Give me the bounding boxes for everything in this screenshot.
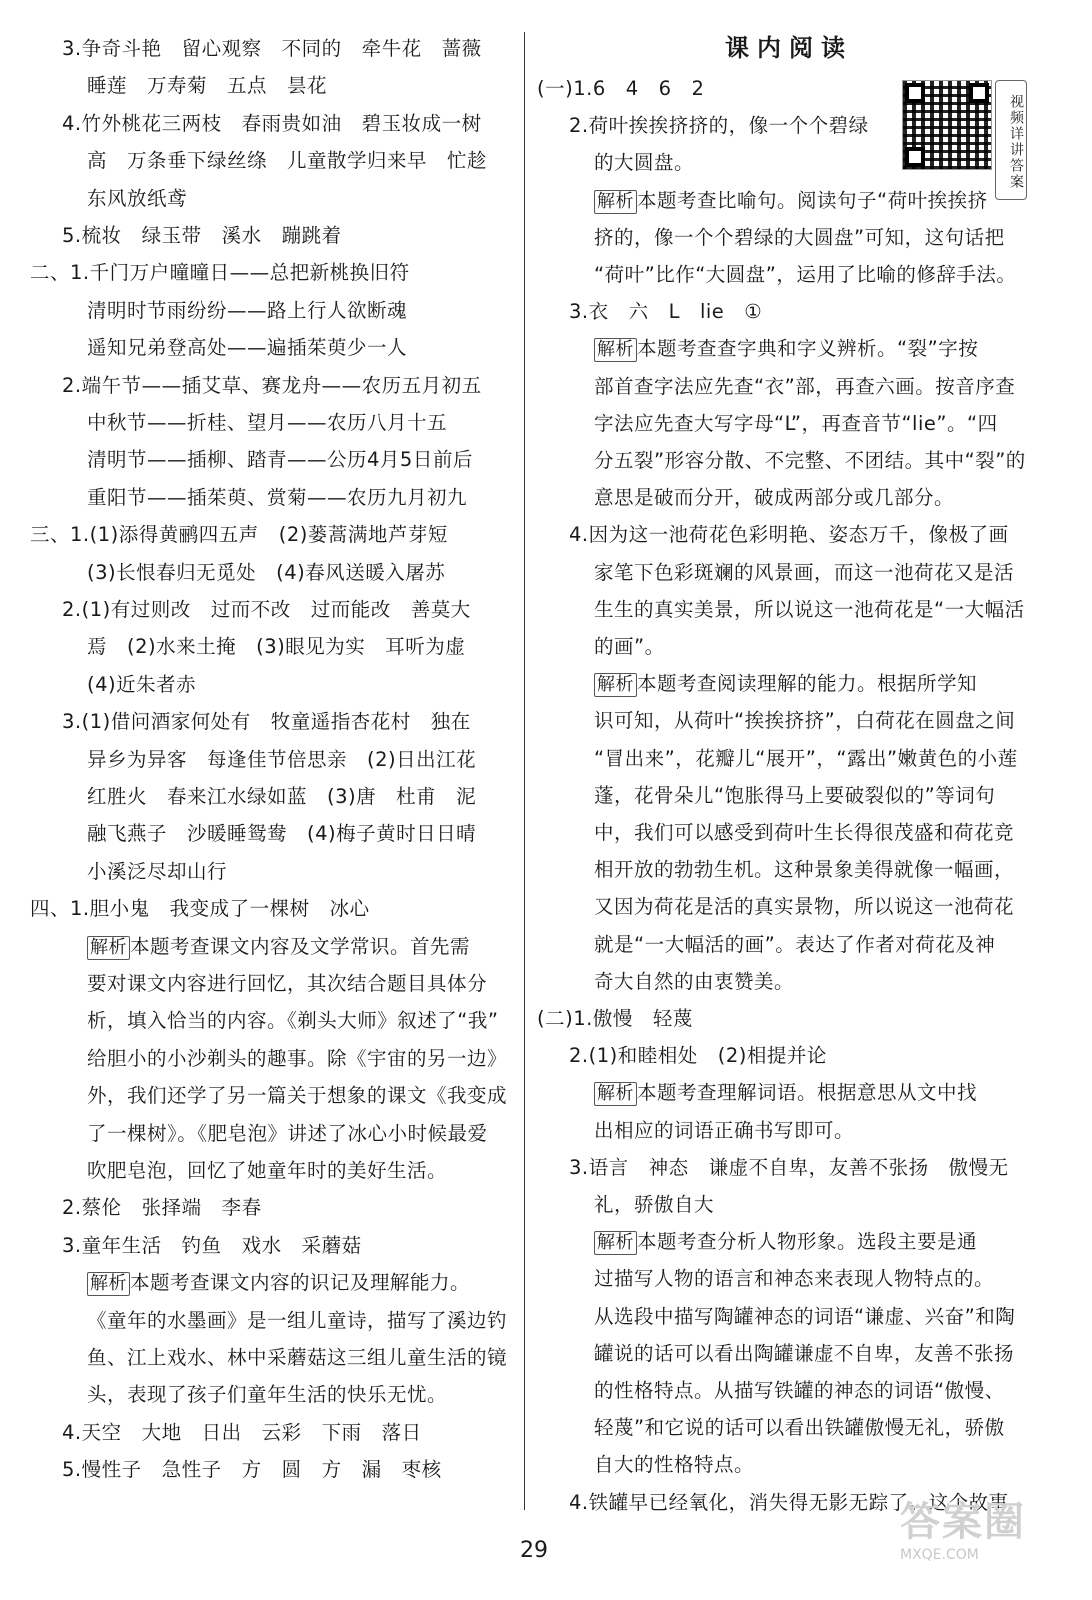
watermark-logo: 答案圈: [900, 1499, 1026, 1545]
text-line: [537, 1006, 693, 1032]
line-text: 字法应先查大写字母“L”，再查音节“lie”。“四: [594, 411, 998, 435]
text-line: [87, 485, 467, 511]
text-line: [62, 1195, 262, 1221]
qr-finder: [905, 147, 925, 167]
text-line: [569, 1043, 827, 1069]
line-text: 相开放的勃勃生机。这种景象美得就像一幅画，: [594, 858, 1015, 882]
text-line: [594, 708, 1015, 734]
line-text: 本题考查查字典和字义辨析。“裂”字按: [637, 337, 979, 361]
line-text: 二、1.千门万户曈曈日——总把新桃换旧符: [30, 261, 410, 285]
line-text: 又因为荷花是活的真实景物，所以说这一池荷花: [594, 895, 1015, 919]
text-line: [87, 1121, 488, 1147]
line-text: 蓬，花骨朵儿“饱胀得马上要破裂似的”等词句: [594, 783, 996, 807]
text-line: [594, 1118, 854, 1144]
line-text: 《童年的水墨画》是一组儿童诗，描写了溪边钓: [87, 1308, 508, 1332]
line-text: 四、1.胆小鬼 我变成了一棵树 冰心: [30, 897, 370, 921]
line-text: 要对课文内容进行回忆，其次结合题目具体分: [87, 972, 488, 995]
line-text: 了一棵树》。《肥皂泡》讲述了冰心小时候最爱: [87, 1121, 488, 1145]
text-line: [87, 1083, 507, 1109]
text-line: [62, 1457, 442, 1483]
text-line: [87, 73, 327, 99]
text-line: [594, 969, 794, 995]
line-text: 异乡为异客 每逢佳节倍思亲 (2)日出江花: [87, 747, 477, 771]
line-text: 识可知，从荷叶“挨挨挤挤”，白荷花在圆盘之间: [594, 709, 1016, 733]
text-line: [87, 1382, 447, 1408]
analysis-tag: 解析: [594, 190, 637, 214]
text-line: [87, 634, 465, 660]
text-line: [30, 260, 410, 286]
line-text: 分五裂”形容分散、不完整、不团结。其中“裂”的: [594, 449, 1026, 472]
text-line: [87, 1270, 470, 1296]
text-line: [87, 560, 445, 586]
text-line: [594, 336, 978, 362]
text-line: [569, 1155, 1009, 1181]
line-text: 的画”。: [594, 635, 665, 658]
analysis-tag: 解析: [594, 1231, 637, 1255]
line-text: 自大的性格特点。: [594, 1453, 755, 1477]
text-line: [594, 1304, 1015, 1330]
line-text: 鱼、江上戏水、林中采蘑菇这三组儿童生活的镜: [87, 1346, 508, 1369]
line-text: 2.蔡伦 张择端 李春: [62, 1196, 262, 1220]
text-line: [62, 709, 471, 735]
text-line: [594, 1266, 994, 1292]
line-text: 本题考查理解词语。根据意思从文中找: [637, 1081, 978, 1105]
text-line: [62, 597, 471, 623]
text-line: [87, 447, 473, 473]
text-line: [569, 299, 762, 325]
text-line: [87, 148, 487, 174]
line-text: (4)近朱者赤: [87, 672, 197, 696]
line-text: 高 万条垂下绿丝绦 儿童散学归来早 忙趁: [87, 149, 488, 173]
line-text: 睡莲 万寿菊 五点 昙花: [87, 74, 328, 98]
line-text: 轻蔑”和它说的话可以看出铁罐傲慢无礼，骄傲: [594, 1416, 1005, 1440]
line-text: 4.天空 大地 日出 云彩 下雨 落日: [62, 1420, 422, 1444]
line-text: 本题考查分析人物形象。选段主要是通: [637, 1230, 978, 1254]
line-text: 4.竹外桃花三两枝 春雨贵如油 碧玉妆成一树: [62, 111, 482, 135]
line-text: 中秋节——折桂、望月——农历八月十五: [87, 411, 448, 434]
text-line: [87, 186, 187, 212]
text-line: [87, 821, 476, 847]
watermark-site: MXQE.COM: [900, 1547, 979, 1563]
section-title: 课内阅读: [725, 34, 853, 62]
line-text: 4.铁罐早已经氧化，消失得无影无踪了。这个故事: [569, 1490, 1009, 1514]
text-line: [87, 1158, 447, 1184]
text-line: [594, 411, 998, 437]
analysis-tag: 解析: [594, 1082, 637, 1106]
text-line: [87, 784, 476, 810]
text-line: [594, 262, 1016, 288]
text-line: [594, 894, 1014, 920]
text-line: [594, 1080, 977, 1106]
text-line: [87, 1345, 507, 1371]
analysis-tag: 解析: [594, 338, 637, 362]
line-text: 4.因为这一池荷花色彩明艳、姿态万千，像极了画: [569, 523, 1009, 547]
watermark: [900, 1490, 1070, 1590]
text-line: [62, 1420, 422, 1446]
text-line: [87, 1008, 498, 1034]
text-line: [594, 671, 977, 697]
text-line: [87, 971, 487, 997]
qr-label: 视频详讲答案: [995, 80, 1027, 200]
line-text: 红胜火 春来江水绿如蓝 (3)唐 杜甫 泥: [87, 785, 477, 808]
line-text: 中，我们可以感受到荷叶生长得很茂盛和荷花竞: [594, 821, 1015, 844]
line-text: 清明时节雨纷纷——路上行人欲断魂: [87, 298, 408, 322]
line-text: 5.慢性子 急性子 方 圆 方 漏 枣核: [62, 1458, 442, 1482]
text-line: [62, 1233, 362, 1259]
analysis-tag: 解析: [594, 673, 637, 697]
line-text: “荷叶”比作“大圆盘”，运用了比喻的修辞手法。: [594, 263, 1017, 286]
page-number: 29: [520, 1538, 548, 1563]
line-text: (二)1.傲慢 轻蔑: [537, 1007, 693, 1030]
text-line: [569, 113, 869, 139]
line-text: 2.(1)有过则改 过而不改 过而能改 善莫大: [62, 598, 471, 621]
text-line: [594, 634, 665, 660]
line-text: 挤的，像一个个碧绿的大圆盘”可知，这句话把: [594, 225, 1005, 249]
line-text: 3.衣 六 L lie ①: [569, 300, 763, 324]
text-line: [87, 335, 407, 361]
line-text: 家笔下色彩斑斓的风景画，而这一池荷花又是活: [594, 560, 1015, 584]
line-text: 给胆小的小沙剃头的趣事。除《宇宙的另一边》: [87, 1046, 508, 1070]
text-line: [594, 1341, 1014, 1367]
line-text: 头，表现了孩子们童年生活的快乐无忧。: [87, 1383, 448, 1407]
text-line: [594, 932, 995, 958]
text-line: [30, 522, 448, 548]
line-text: 重阳节——插茱萸、赏菊——农历九月初九: [87, 485, 468, 509]
text-line: [594, 1378, 1005, 1404]
line-text: 3.(1)借问酒家何处有 牧童遥指杏花村 独在: [62, 710, 471, 734]
text-line: [594, 448, 1026, 474]
line-text: 罐说的话可以看出陶罐谦虚不自卑，友善不张扬: [594, 1341, 1015, 1365]
line-text: 3.争奇斗艳 留心观察 不同的 牵牛花 蔷薇: [62, 37, 482, 60]
line-text: 礼，骄傲自大: [594, 1193, 715, 1216]
text-line: [594, 1452, 754, 1478]
text-line: [594, 820, 1014, 846]
text-line: [594, 1192, 714, 1218]
text-line: [594, 225, 1005, 251]
line-text: 焉 (2)水来土掩 (3)眼见为实 耳听为虚: [87, 635, 466, 659]
text-line: [594, 857, 1014, 883]
line-text: 2.端午节——插艾草、赛龙舟——农历五月初五: [62, 373, 482, 397]
line-text: 清明节——插柳、踏青——公历4月5日前后: [87, 448, 473, 472]
column-divider: [524, 32, 525, 1510]
line-text: (一)1.6 4 6 2: [537, 77, 705, 100]
text-line: [594, 746, 1018, 772]
line-text: 意思是破而分开，破成两部分或几部分。: [594, 486, 955, 510]
text-line: [594, 597, 1025, 623]
text-line: [87, 672, 196, 698]
text-line: [87, 934, 470, 960]
qr-finder: [905, 83, 925, 103]
text-line: [594, 783, 995, 809]
text-line: [594, 374, 1015, 400]
text-line: [594, 150, 694, 176]
line-text: 生生的真实美景，所以说这一池荷花是“一大幅活: [594, 597, 1025, 621]
line-text: 过描写人物的语言和神态来表现人物特点的。: [594, 1267, 995, 1291]
line-text: 的大圆盘。: [594, 151, 695, 175]
line-text: 奇大自然的由衷赞美。: [594, 969, 795, 993]
text-line: [87, 1046, 507, 1072]
text-line: [87, 410, 447, 436]
line-text: 东风放纸鸢: [87, 186, 188, 210]
text-line: [87, 747, 476, 773]
text-line: [594, 485, 954, 511]
line-text: 本题考查阅读理解的能力。根据所学知: [637, 672, 978, 696]
text-line: [62, 111, 482, 137]
line-text: 3.童年生活 钓鱼 戏水 采蘑菇: [62, 1233, 362, 1257]
line-text: 小溪泛尽却山行: [87, 859, 228, 883]
line-text: 部首查字法应先查“衣”部，再查六画。按音序查: [594, 374, 1016, 398]
text-line: [87, 1308, 507, 1334]
line-text: 出相应的词语正确书写即可。: [594, 1118, 855, 1142]
analysis-tag: 解析: [87, 936, 130, 960]
text-line: [594, 1229, 977, 1255]
line-text: 2.荷叶挨挨挤挤的，像一个个碧绿: [569, 114, 869, 138]
line-text: 5.梳妆 绿玉带 溪水 蹦跳着: [62, 224, 342, 247]
line-text: (3)长恨春归无觅处 (4)春风送暖入屠苏: [87, 560, 446, 584]
line-text: 本题考查比喻句。阅读句子“荷叶挨挨挤: [637, 188, 988, 212]
line-text: 三、1.(1)添得黄鹂四五声 (2)蒌蒿满地芦芽短: [30, 523, 448, 547]
text-line: [87, 298, 407, 324]
line-text: 从选段中描写陶罐神态的词语“谦虚、兴奋”和陶: [594, 1304, 1016, 1328]
text-line: [594, 188, 988, 214]
text-line: [594, 560, 1014, 586]
line-text: “冒出来”，花瓣儿“展开”，“露出”嫩黄色的小莲: [594, 746, 1018, 770]
line-text: 融飞燕子 沙暖睡鸳鸯 (4)梅子黄时日日晴: [87, 822, 477, 846]
text-line: [62, 373, 482, 399]
line-text: 析，填入恰当的内容。《剃头大师》叙述了“我”: [87, 1009, 499, 1033]
text-line: [87, 859, 227, 885]
text-line: [62, 36, 482, 62]
line-text: 3.语言 神态 谦虚不自卑，友善不张扬 傲慢无: [569, 1155, 1009, 1179]
line-text: 外，我们还学了另一篇关于想象的课文《我变成: [87, 1084, 508, 1108]
qr-finder: [969, 83, 989, 103]
line-text: 本题考查课文内容的识记及理解能力。: [130, 1271, 471, 1295]
line-text: 的性格特点。从描写铁罐的神态的词语“傲慢、: [594, 1379, 1005, 1402]
text-line: [537, 76, 704, 102]
qr-code[interactable]: [902, 80, 992, 170]
line-text: 遥知兄弟登高处——遍插茱萸少一人: [87, 336, 408, 360]
text-line: [569, 522, 1009, 548]
analysis-tag: 解析: [87, 1272, 130, 1296]
line-text: 本题考查课文内容及文学常识。首先需: [130, 934, 471, 958]
text-line: [30, 896, 370, 922]
text-line: [62, 223, 342, 249]
line-text: 2.(1)和睦相处 (2)相提并论: [569, 1044, 827, 1068]
text-line: [594, 1415, 1005, 1441]
line-text: 吹肥皂泡，回忆了她童年时的美好生活。: [87, 1159, 448, 1182]
line-text: 就是“一大幅活的画”。表达了作者对荷花及神: [594, 932, 996, 956]
